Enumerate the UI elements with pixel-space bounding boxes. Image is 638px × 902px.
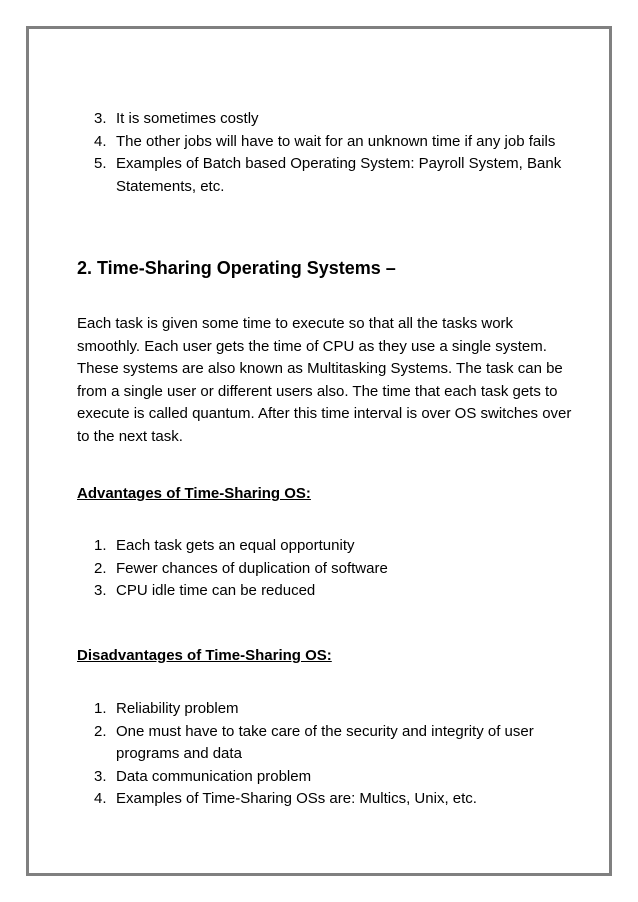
list-item: [77, 788, 577, 811]
list-item: [77, 766, 577, 789]
list-item: [77, 558, 577, 581]
advantages-list: [77, 535, 577, 603]
list-text: One must have to take care of the security and integrity of user programs and data: [116, 722, 534, 762]
list-text: Data communication problem: [116, 767, 312, 785]
list-number: 4.: [94, 790, 107, 807]
list-text: CPU idle time can be reduced: [116, 582, 316, 599]
list-text: Fewer chances of duplication of software: [116, 559, 388, 577]
list-text: It is sometimes costly: [116, 110, 259, 127]
list-number: 4.: [94, 132, 107, 150]
list-text: Reliability problem: [116, 700, 239, 717]
list-number: 5.: [94, 155, 107, 172]
list-text: Examples of Batch based Operating System: Payroll System, Bank Statements, etc.: [116, 155, 562, 195]
list-item: [77, 153, 577, 198]
list-number: 2.: [94, 722, 107, 740]
list-number: 1.: [94, 700, 107, 717]
list-number: 3.: [94, 767, 107, 785]
section-heading: 2. Time-Sharing Operating Systems –: [77, 258, 396, 278]
list-text: The other jobs will have to wait for an unknown time if any job fails: [116, 132, 556, 150]
disadvantages-heading: Disadvantages of Time-Sharing OS:: [77, 647, 332, 664]
list-item: [77, 535, 577, 558]
batch-os-list: [77, 108, 577, 198]
list-number: 2.: [94, 559, 107, 577]
list-number: 3.: [94, 582, 107, 599]
list-item: [77, 580, 577, 603]
list-item: [77, 698, 577, 721]
list-item: [77, 131, 577, 154]
list-number: 3.: [94, 110, 107, 127]
advantages-heading: Advantages of Time-Sharing OS:: [77, 485, 311, 502]
list-item: [77, 108, 577, 131]
list-text: Each task gets an equal opportunity: [116, 537, 355, 554]
list-number: 1.: [94, 537, 107, 554]
disadvantages-list: [77, 698, 577, 811]
section-paragraph: Each task is given some time to execute so that all the tasks work smoothly. Each user gets the time of CPU as they use a single system. These systems are also known as Multitasking Systems. The task can be from a single user or different users also. The time that each task gets to execute is called quantum. After this time interval is over OS switches over to the next task.: [77, 315, 572, 445]
list-text: Examples of Time-Sharing OSs are: Multics, Unix, etc.: [116, 790, 477, 807]
list-item: [77, 721, 577, 766]
